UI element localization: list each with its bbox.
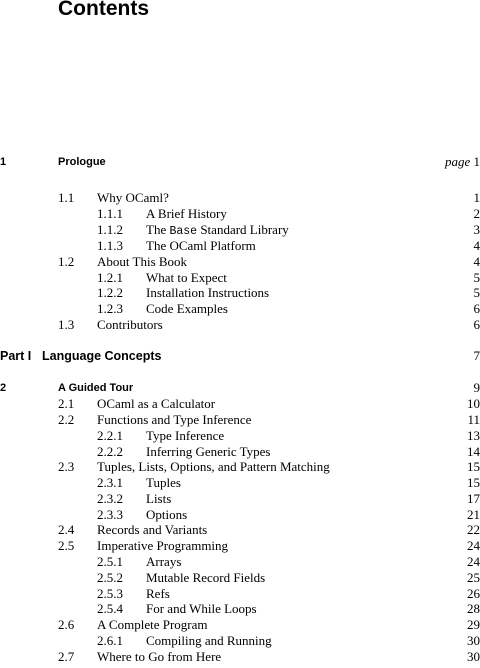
toc-entry-number: 1.2.3: [97, 301, 123, 316]
toc-page-number: 4: [473, 238, 480, 253]
toc-entry-section[interactable]: [0, 254, 480, 270]
toc-entry-page: [400, 154, 480, 170]
toc-page-number: 1: [473, 154, 480, 169]
toc-entry-subsection[interactable]: [0, 570, 480, 586]
toc-entry-section[interactable]: [0, 459, 480, 475]
toc-entry-title: Options: [146, 507, 188, 522]
toc-entry-number: 2.1: [58, 396, 75, 411]
toc-entry-title: Arrays: [146, 554, 182, 569]
toc-entry-page: [400, 380, 480, 396]
toc-entry-page: [400, 444, 480, 460]
toc-entry-page: [400, 285, 480, 301]
toc-entry-page: [400, 522, 480, 538]
toc-entry-subsection[interactable]: [0, 475, 480, 491]
toc-page-number: 2: [473, 206, 480, 221]
toc-entry-page: [400, 570, 480, 586]
toc-entry-title-text: Standard Library: [197, 222, 289, 237]
toc-entry-page: [400, 270, 480, 286]
toc-entry-number: 1.1.1: [97, 206, 123, 221]
toc-entry-chapter[interactable]: [0, 154, 480, 170]
toc-entry-title: Type Inference: [146, 428, 225, 443]
toc-entry-page: [400, 491, 480, 507]
toc-entry-title: Compiling and Running: [146, 633, 272, 648]
toc-entry-title: Records and Variants: [97, 522, 208, 537]
toc-entry-page: [400, 428, 480, 444]
toc-page-number: 29: [467, 617, 480, 632]
toc-entry-number: 2.2.1: [97, 428, 123, 443]
toc-entry-number: 2: [0, 382, 7, 394]
toc-entry-section[interactable]: [0, 396, 480, 412]
toc-entry-title: OCaml as a Calculator: [97, 396, 216, 411]
toc-entry-number: 1: [0, 156, 7, 168]
toc-page-number: 30: [467, 649, 480, 664]
toc-entry-page: [400, 617, 480, 633]
toc-entry-title: Lists: [146, 491, 172, 506]
toc-entry-page: [400, 633, 480, 649]
toc-entry-number: 2.4: [58, 522, 75, 537]
toc-entry-title-text: The: [146, 222, 170, 237]
toc-page-number: 24: [467, 538, 480, 553]
toc-entry-title: Where to Go from Here: [97, 649, 222, 664]
toc-entry-number: 2.6: [58, 617, 75, 632]
toc-entry-subsection[interactable]: [0, 206, 480, 222]
toc-entry-subsection[interactable]: [0, 285, 480, 301]
toc-entry-title: Functions and Type Inference: [97, 412, 252, 427]
toc-entry-title: Tuples, Lists, Options, and Pattern Matching: [97, 459, 330, 474]
toc-entry-number: 1.3: [58, 317, 75, 332]
toc-page-number: 22: [467, 522, 480, 537]
toc-entry-number: 1.1.2: [97, 222, 123, 237]
toc-page-number: 28: [467, 601, 480, 616]
toc-entry-title: Tuples: [146, 475, 181, 490]
toc-entry-number: 1.1: [58, 190, 75, 205]
toc-entry-section[interactable]: [0, 538, 480, 554]
toc-page-number: 13: [467, 428, 480, 443]
toc-page-prefix: page: [444, 154, 471, 169]
toc-entry-section[interactable]: [0, 649, 480, 665]
toc-entry-subsection[interactable]: [0, 444, 480, 460]
toc-entry-part[interactable]: [0, 348, 480, 364]
toc-page-number: 7: [473, 348, 480, 363]
toc-entry-number: 2.5.2: [97, 570, 123, 585]
toc-page-number: 4: [473, 254, 480, 269]
toc-entry-number: Part I: [0, 349, 32, 363]
toc-entry-number: 2.3.3: [97, 507, 123, 522]
toc-entry-number: 2.5.4: [97, 601, 123, 616]
toc-page-number: 17: [467, 491, 480, 506]
toc-entry-title: Mutable Record Fields: [146, 570, 266, 585]
toc-entry-page: [400, 475, 480, 491]
toc-entry-subsection[interactable]: [0, 222, 480, 238]
toc-entry-title: Installation Instructions: [146, 285, 270, 300]
toc-entry-subsection[interactable]: [0, 301, 480, 317]
toc-entry-section[interactable]: [0, 412, 480, 428]
toc-entry-subsection[interactable]: [0, 491, 480, 507]
toc-entry-number: 2.3.1: [97, 475, 123, 490]
toc-entry-subsection[interactable]: [0, 601, 480, 617]
toc-entry-subsection[interactable]: [0, 586, 480, 602]
toc-entry-number: 2.7: [58, 649, 75, 664]
toc-entry-title: Why OCaml?: [97, 190, 169, 205]
toc-page-number: 5: [473, 285, 480, 300]
toc-entry-page: [400, 348, 480, 364]
toc-page-number: 9: [473, 380, 480, 395]
toc-page-number: 3: [473, 222, 480, 237]
toc-entry-number: 2.6.1: [97, 633, 123, 648]
toc-entry-page: [400, 538, 480, 554]
toc-entry-page: [400, 586, 480, 602]
toc-entry-number: 1.1.3: [97, 238, 123, 253]
toc-entry-title: Imperative Programming: [97, 538, 229, 553]
toc-entry-section[interactable]: [0, 190, 480, 206]
toc-page-number: 21: [467, 507, 480, 522]
toc-entry-title: The OCaml Platform: [146, 238, 256, 253]
toc-page-number: 26: [467, 586, 480, 601]
toc-entry-title: A Guided Tour: [58, 382, 134, 394]
toc-entry-subsection[interactable]: [0, 270, 480, 286]
toc-entry-title: A Complete Program: [97, 617, 208, 632]
toc-page-number: 25: [467, 570, 480, 585]
toc-entry-chapter[interactable]: [0, 380, 480, 396]
toc-entry-subsection[interactable]: [0, 507, 480, 523]
toc-page-number: 11: [467, 412, 480, 427]
toc-entry-page: [400, 396, 480, 412]
toc-entry-number: 2.3: [58, 459, 75, 474]
toc-entry-title: Contributors: [97, 317, 163, 332]
toc-entry-number: 1.2: [58, 254, 75, 269]
toc-page-number: 6: [473, 317, 480, 332]
toc-entry-title: Inferring Generic Types: [146, 444, 271, 459]
toc-page-number: 6: [473, 301, 480, 316]
toc-entry-number: 2.5.3: [97, 586, 123, 601]
toc-entry-section[interactable]: [0, 522, 480, 538]
toc-page-number: 10: [467, 396, 480, 411]
toc-page-number: 15: [467, 475, 480, 490]
toc-entry-page: [400, 554, 480, 570]
toc-entry-title: A Brief History: [146, 206, 227, 221]
toc-entry-number: 1.2.2: [97, 285, 123, 300]
toc-entry-page: [400, 317, 480, 333]
toc-entry-title: About This Book: [97, 254, 188, 269]
toc-entry-title: Prologue: [58, 156, 106, 168]
toc-entry-subsection[interactable]: [0, 428, 480, 444]
toc-entry-subsection[interactable]: [0, 633, 480, 649]
toc-entry-page: [400, 190, 480, 206]
toc-entry-page: [400, 222, 480, 238]
toc-entry-section[interactable]: [0, 617, 480, 633]
toc-page-number: 15: [467, 459, 480, 474]
toc-entry-page: [400, 507, 480, 523]
toc-page-number: 14: [467, 444, 480, 459]
toc-page-number: 1: [473, 190, 480, 205]
toc-entry-section[interactable]: [0, 317, 480, 333]
toc-entry-title-code: Base: [169, 225, 198, 238]
toc-entry-title: Language Concepts: [42, 349, 162, 363]
toc-entry-page: [400, 301, 480, 317]
page-title: Contents: [58, 0, 149, 20]
toc-entry-title: Refs: [146, 586, 170, 601]
toc-entry-page: [400, 412, 480, 428]
toc-entry-page: [400, 206, 480, 222]
toc-entry-title: What to Expect: [146, 270, 227, 285]
toc-entry-page: [400, 459, 480, 475]
toc-entry-subsection[interactable]: [0, 554, 480, 570]
toc-entry-subsection[interactable]: [0, 238, 480, 254]
toc-page-number: 5: [473, 270, 480, 285]
toc-page-number: 30: [467, 633, 480, 648]
toc-entry-title: For and While Loops: [146, 601, 257, 616]
toc-entry-number: 2.2: [58, 412, 75, 427]
toc-entry-number: 2.2.2: [97, 444, 123, 459]
toc-entry-page: [400, 254, 480, 270]
toc-entry-page: [400, 238, 480, 254]
toc-entry-page: [400, 601, 480, 617]
toc-entry-page: [400, 649, 480, 665]
toc-page-number: 24: [467, 554, 480, 569]
toc-entry-number: 2.5: [58, 538, 75, 553]
toc-entry-number: 2.3.2: [97, 491, 123, 506]
toc-entry-number: 2.5.1: [97, 554, 123, 569]
toc-entry-title: Code Examples: [146, 301, 228, 316]
toc-entry-number: 1.2.1: [97, 270, 123, 285]
